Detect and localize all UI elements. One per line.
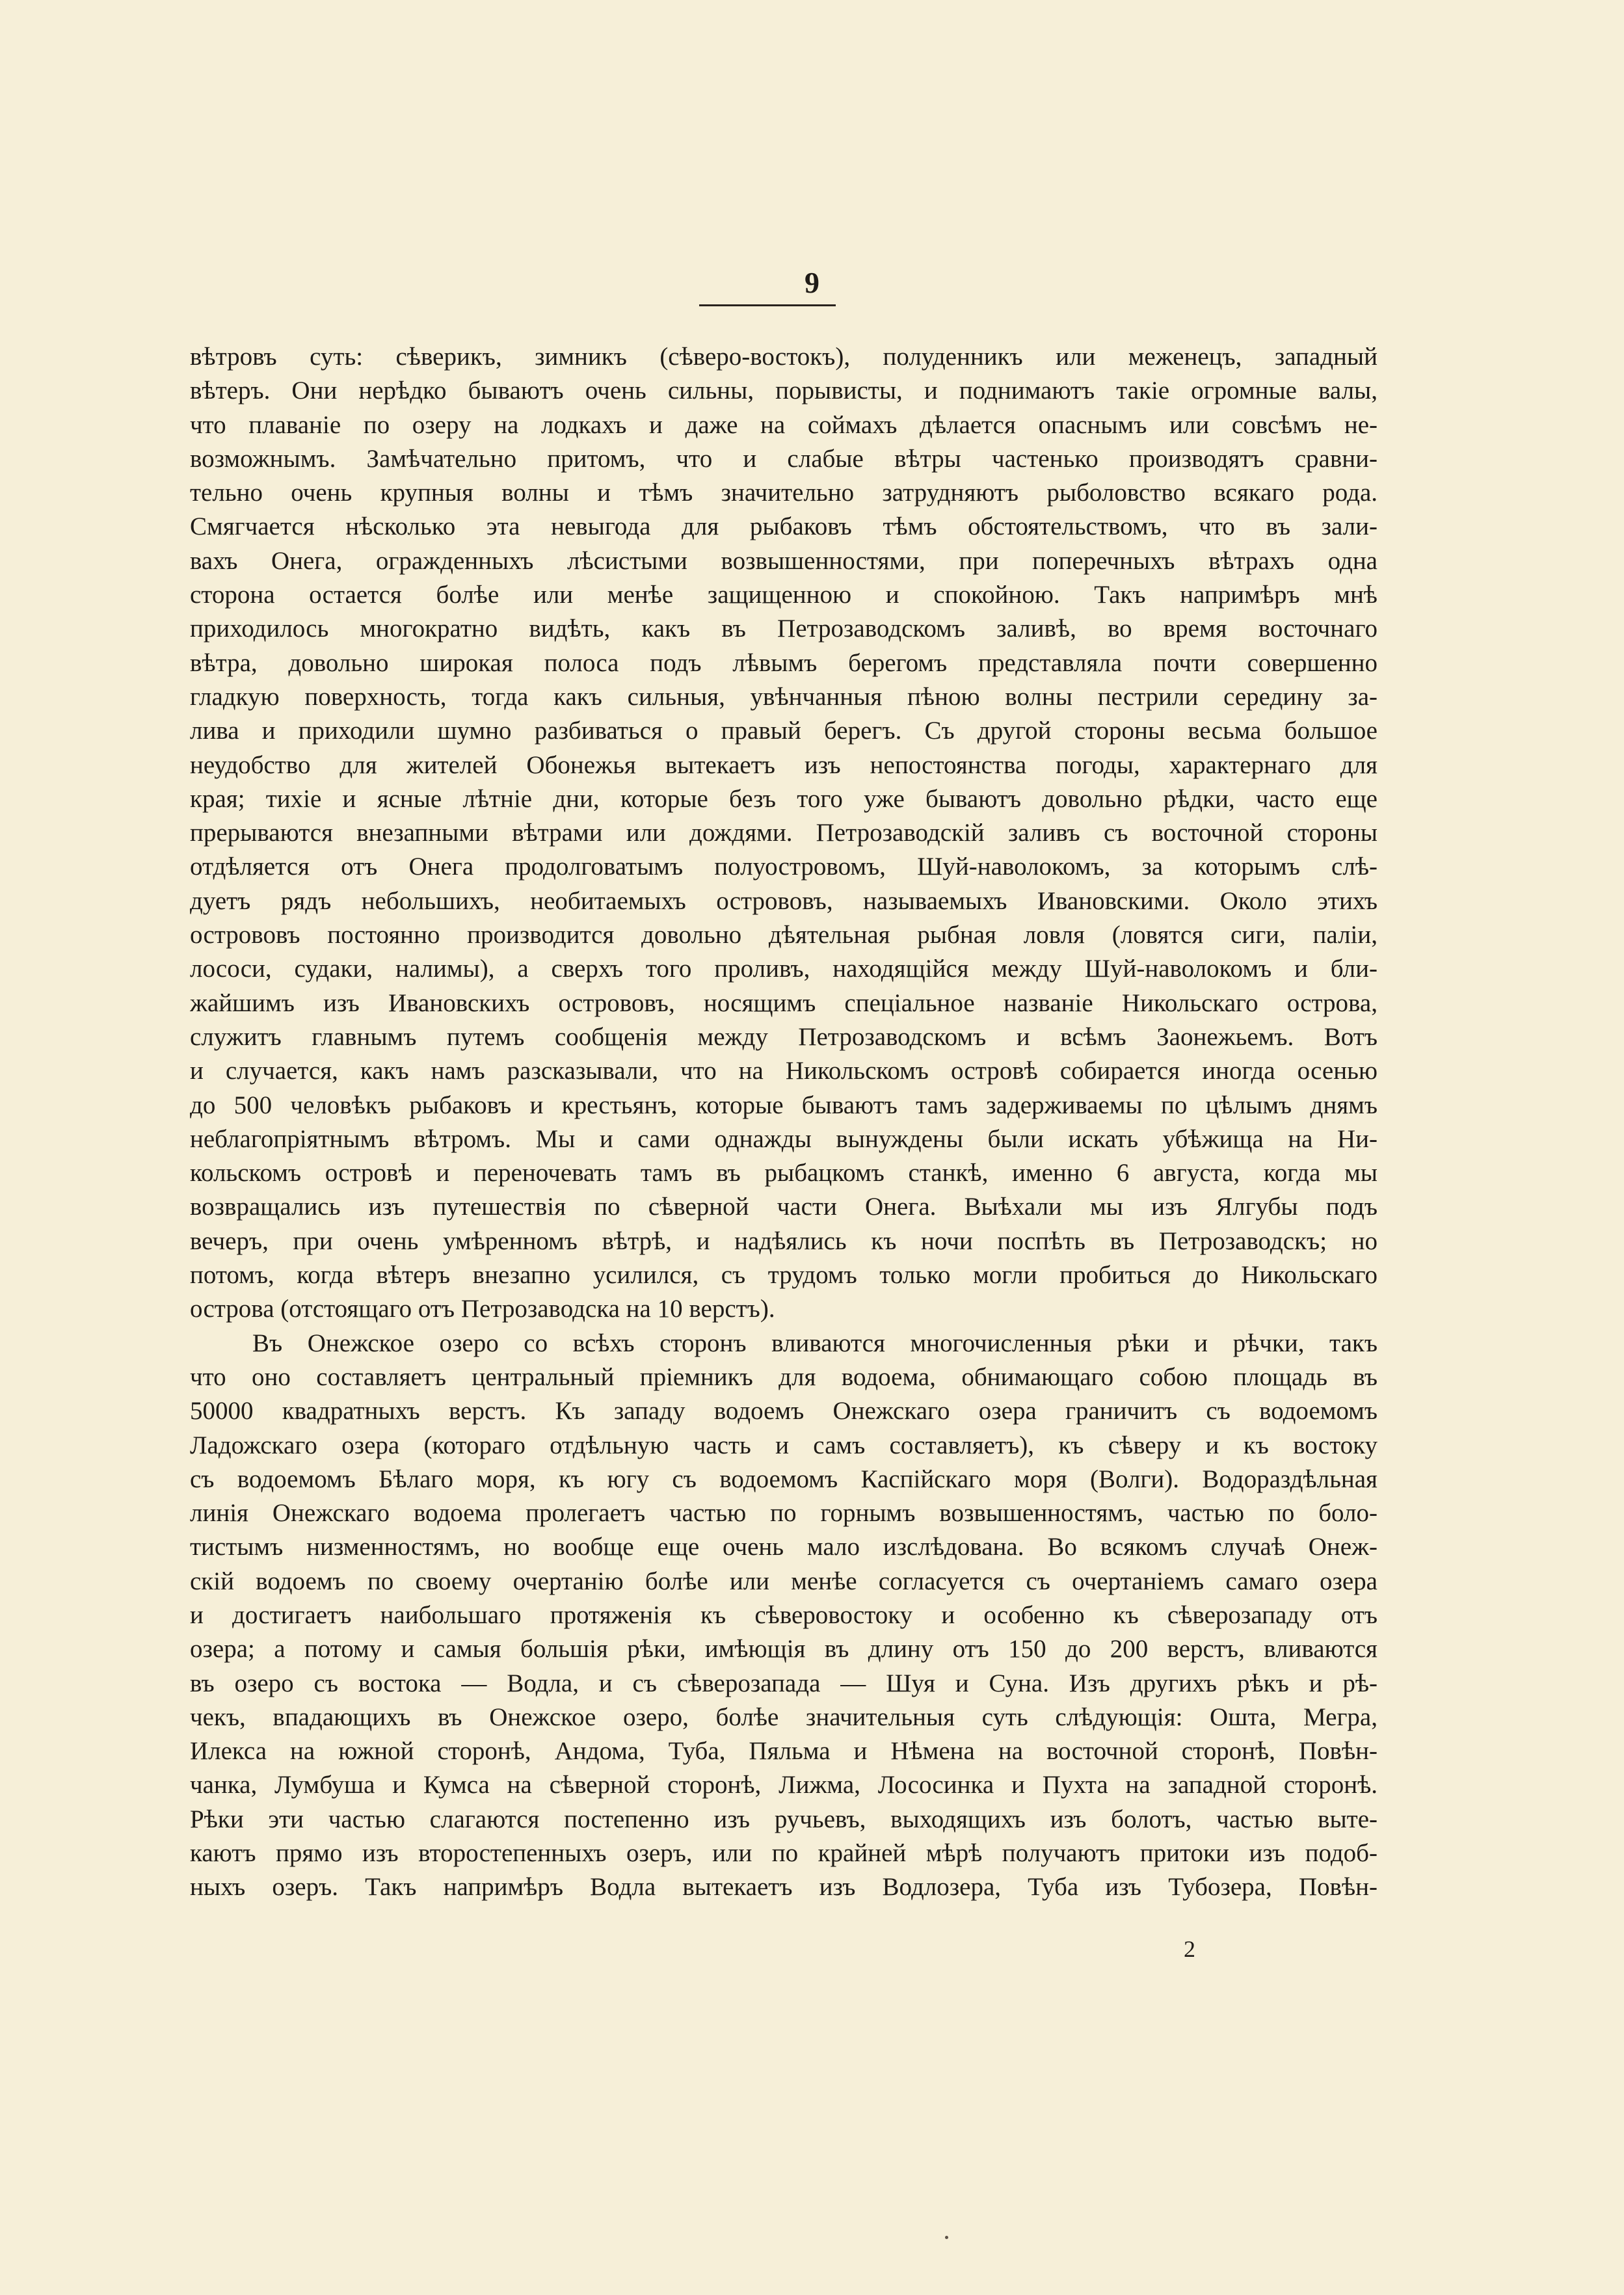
text-line: вахъ Онега, огражденныхъ лѣсистыми возвышенностями, при поперечныхъ вѣтрахъ одна [190,546,1378,575]
text-line: до 500 человѣкъ рыбаковъ и крестьянъ, которые бываютъ тамъ задерживаемы по цѣлымъ днямъ [190,1091,1378,1119]
text-line: неудобство для жителей Обонежья вытекаетъ изъ непостоянства погоды, характернаго для [190,750,1378,779]
paragraph-end-line: острова (отстоящаго отъ Петрозаводска на 10 верстъ). [190,1295,775,1323]
text-line: тистымъ низменностямъ, но вообще еще очень мало изслѣдована. Во всякомъ случаѣ Онеж- [190,1533,1378,1561]
text-line: возможнымъ. Замѣчательно притомъ, что и слабые вѣтры частенько производятъ сравни- [190,444,1378,473]
text-line: чанка, Лумбуша и Кумса на сѣверной сторонѣ, Лижма, Лососинка и Пухта на западной сторонѣ. [190,1771,1378,1799]
text-line: служитъ главнымъ путемъ сообщенія между Петрозаводскомъ и всѣмъ Заонежьемъ. Вотъ [190,1022,1378,1051]
text-line: съ водоемомъ Бѣлаго моря, къ югу съ водоемомъ Каспійскаго моря (Волги). Водораздѣльная [190,1465,1378,1493]
body-text [190,340,1378,1905]
text-line: линія Онежскаго водоема пролегаетъ частью по горнымъ возвышенностямъ, частью по боло- [190,1499,1378,1528]
text-line: прерываются внезапными вѣтрами или дождями. Петрозаводскій заливъ съ восточной стороны [190,819,1378,847]
text-line: края; тихіе и ясные лѣтніе дни, которые безъ того уже бываютъ довольно рѣдки, часто еще [190,784,1378,813]
text-line: что оно составляетъ центральный пріемникъ для водоема, обнимающаго собою площадь въ [190,1362,1378,1391]
text-line: и достигаетъ наибольшаго протяженія къ сѣверовостоку и особенно къ сѣверозападу отъ [190,1600,1378,1629]
paragraph-start-line: Въ Онежское озеро со всѣхъ сторонъ вливаются многочисленныя рѣки и рѣчки, такъ [252,1329,1378,1357]
text-line: лива и приходили шумно разбиваться о правый берегъ. Съ другой стороны весьма большое [190,717,1378,745]
text-line: вѣтровъ суть: сѣверикъ, зимникъ (сѣверо-востокъ), полуденникъ или меженецъ, западный [190,343,1378,371]
text-line: ныхъ озеръ. Такъ напримѣръ Водла вытекаетъ изъ Водлозера, Туба изъ Тубозера, Повѣн- [190,1873,1378,1902]
text-line: лососи, судаки, налимы), а сверхъ того проливъ, находящійся между Шуй-наволокомъ и бли- [190,955,1378,983]
text-line: Рѣки эти частью слагаются постепенно изъ ручьевъ, выходящихъ изъ болотъ, частью выте- [190,1805,1378,1833]
text-line: тельно очень крупныя волны и тѣмъ значительно затрудняютъ рыболовство всякаго рода. [190,479,1378,507]
text-line: неблагопріятнымъ вѣтромъ. Мы и сами однажды вынуждены были искать убѣжища на Ни- [190,1124,1378,1153]
text-line: дуетъ рядъ небольшихъ, необитаемыхъ острововъ, называемыхъ Ивановскими. Около этихъ [190,886,1378,915]
text-line: что плаваніе по озеру на лодкахъ и даже на соймахъ дѣлается опаснымъ или совсѣмъ не- [190,410,1378,439]
text-line: и случается, какъ намъ разсказывали, что на Никольскомъ островѣ собирается иногда осенью [190,1057,1378,1085]
text-line: Смягчается нѣсколько эта невыгода для рыбаковъ тѣмъ обстоятельствомъ, что въ зали- [190,512,1378,541]
text-line: Ладожскаго озера (котораго отдѣльную часть и самъ составляетъ), къ сѣверу и къ востоку [190,1431,1378,1459]
text-line: острововъ постоянно производится довольно дѣятельная рыбная ловля (ловятся сиги, палiи, [190,921,1378,949]
page-number: 9 [805,266,819,299]
text-line: 50000 квадратныхъ верстъ. Къ западу водоемъ Онежскаго озера граничитъ съ водоемомъ [190,1397,1378,1426]
text-line: потомъ, когда вѣтеръ внезапно усилился, съ трудомъ только могли пробиться до Никольскаго [190,1261,1378,1290]
paper-speck [945,2236,948,2239]
text-line: вѣтеръ. Они нерѣдко бываютъ очень сильны, порывисты, и поднимаютъ такіе огромные валы, [190,377,1378,405]
text-line: чекъ, впадающихъ въ Онежское озеро, болѣе значительныя суть слѣдующія: Оштa, Мегра, [190,1703,1378,1731]
header-rule [699,304,836,306]
text-line: отдѣляется отъ Онега продолговатымъ полуостровомъ, Шуй-наволокомъ, за которымъ слѣ- [190,853,1378,881]
text-line: приходилось многократно видѣть, какъ въ Петрозаводскомъ заливѣ, во время восточнаго [190,615,1378,643]
signature-mark: 2 [1184,1936,1195,1962]
text-line: возвращались изъ путешествія по сѣверной части Онега. Выѣхали мы изъ Ялгубы подъ [190,1193,1378,1221]
text-line: сторона остается болѣе или менѣе защищенною и спокойною. Такъ напримѣръ мнѣ [190,581,1378,609]
text-line: вечеръ, при очень умѣренномъ вѣтрѣ, и надѣялись къ ночи поспѣть въ Петрозаводскъ; но [190,1227,1378,1255]
text-line: вѣтра, довольно широкая полоса подъ лѣвымъ берегомъ представляла почти совершенно [190,648,1378,677]
text-line: жайшимъ изъ Ивановскихъ острововъ, носящимъ спеціальное названіе Никольскаго острова, [190,988,1378,1017]
text-line: гладкую поверхность, тогда какъ сильныя, увѣнчанныя пѣною волны пестрили середину за- [190,682,1378,711]
text-line: озера; а потому и самыя большія рѣки, имѣющія въ длину отъ 150 до 200 верстъ, вливаются [190,1635,1378,1664]
text-line: въ озеро съ востока — Водла, и съ сѣверозапада — Шуя и Суна. Изъ другихъ рѣкъ и рѣ- [190,1669,1378,1697]
text-line: кольскомъ островѣ и переночевать тамъ въ рыбацкомъ станкѣ, именно 6 августа, когда мы [190,1159,1378,1187]
text-line: Илекса на южной сторонѣ, Андома, Туба, Пяльма и Нѣмена на восточной сторонѣ, Повѣн- [190,1737,1378,1766]
text-line: каютъ прямо изъ второстепенныхъ озеръ, или по крайней мѣрѣ получаютъ притоки изъ подоб- [190,1839,1378,1868]
text-line: скій водоемъ по своему очертанію болѣе или менѣе согласуется съ очертаніемъ самаго озера [190,1567,1378,1595]
